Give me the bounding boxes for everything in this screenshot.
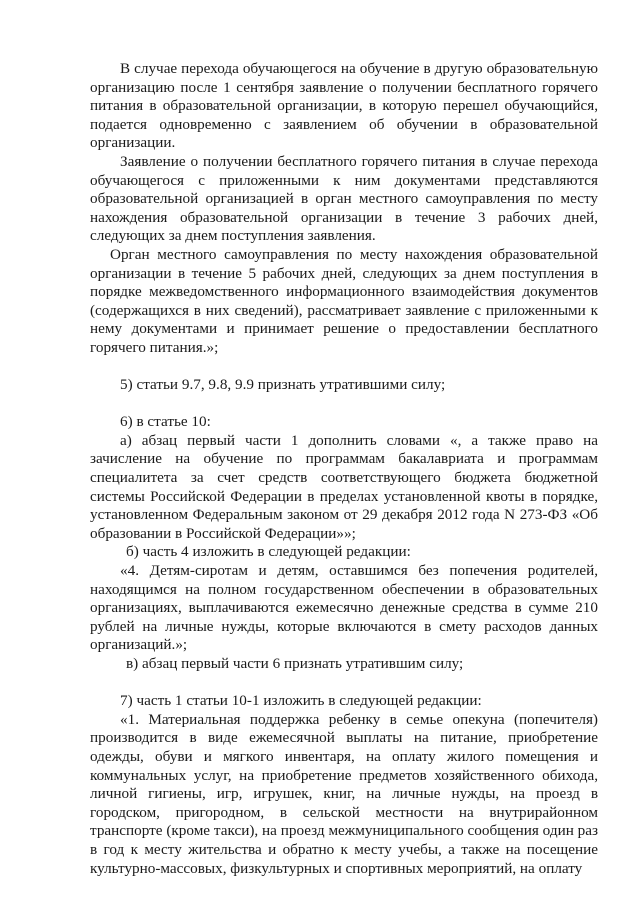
item-7-text: «1. Материальная поддержка ребенку в семье опекуна (попечителя) производится в виде ежемесячной выплаты на питание, приобретение одежды, обуви и мягкого инвентаря, на оплату жилого помещения и коммунальных услуг, на приобретение предметов хозяйственного обихода, личной гигиены, игр, игрушек, книг, на личные нужды, на проезд в городском, пригородном, в сельской местности на внутрирайонном транспорте (кроме такси), на проезд межмуниципального сообщения один раз в год к месту жительства и обратно к месту учебы, а также на посещение культурно-массовых, физкультурных и спортивных мероприятий, на оплату — [90, 710, 598, 877]
item-6a: а) абзац первый части 1 дополнить словами «, а также право на зачисление на обучение по программам бакалавриата и программам специалитета за счет средств соответствующего бюджета бюджетной системы Российской Федерации в пределах установленной квоты в порядке, установленном Федеральным законом от 29 декабря 2012 года N 273-ФЗ «Об образовании в Российской Федерации»»; — [90, 431, 598, 542]
paragraph-application-submission: Заявление о получении бесплатного горячего питания в случае перехода обучающегося с приложенными к ним документами представляются образовательной организацией в орган местного самоуправления по месту нахождения образовательной организации в течение 3 рабочих дней, следующих за днем поступления заявления. — [90, 152, 598, 245]
item-6b: б) часть 4 изложить в следующей редакции: — [126, 543, 411, 561]
paragraph-transfer-application: В случае перехода обучающегося на обучение в другую образовательную организацию после 1 сентября заявление о получении бесплатного горячего питания в образовательной организации, в которую перешел обучающийся, подается одновременно с заявлением об обучении в образовательной организации. — [90, 60, 598, 152]
item-6: 6) в статье 10: — [120, 413, 211, 431]
item-6b-text: «4. Детям-сиротам и детям, оставшимся без попечения родителей, находящимся на полном государственном обеспечении в образовательных организациях, выплачиваются ежемесячно денежные средства в сумме 210 рублей на личные нужды, которые включаются в смету расходов данных организаций.»; — [90, 562, 598, 654]
item-6c: в) абзац первый части 6 признать утратившим силу; — [126, 655, 464, 672]
item-7: 7) часть 1 статьи 10-1 изложить в следующей редакции: — [120, 692, 482, 710]
paragraph-local-authority-review: Орган местного самоуправления по месту нахождения образовательной организации в течение 5 рабочих дней, следующих за днем поступления в порядке межведомственного информационного взаимодействия документов (содержащихся в них сведений), рассматривает заявление с приложенными к нему документами и принимает решение о предоставлении бесплатного горячего питания.»; — [90, 245, 598, 356]
item-5: 5) статьи 9.7, 9.8, 9.9 признать утратившими силу; — [120, 376, 446, 394]
